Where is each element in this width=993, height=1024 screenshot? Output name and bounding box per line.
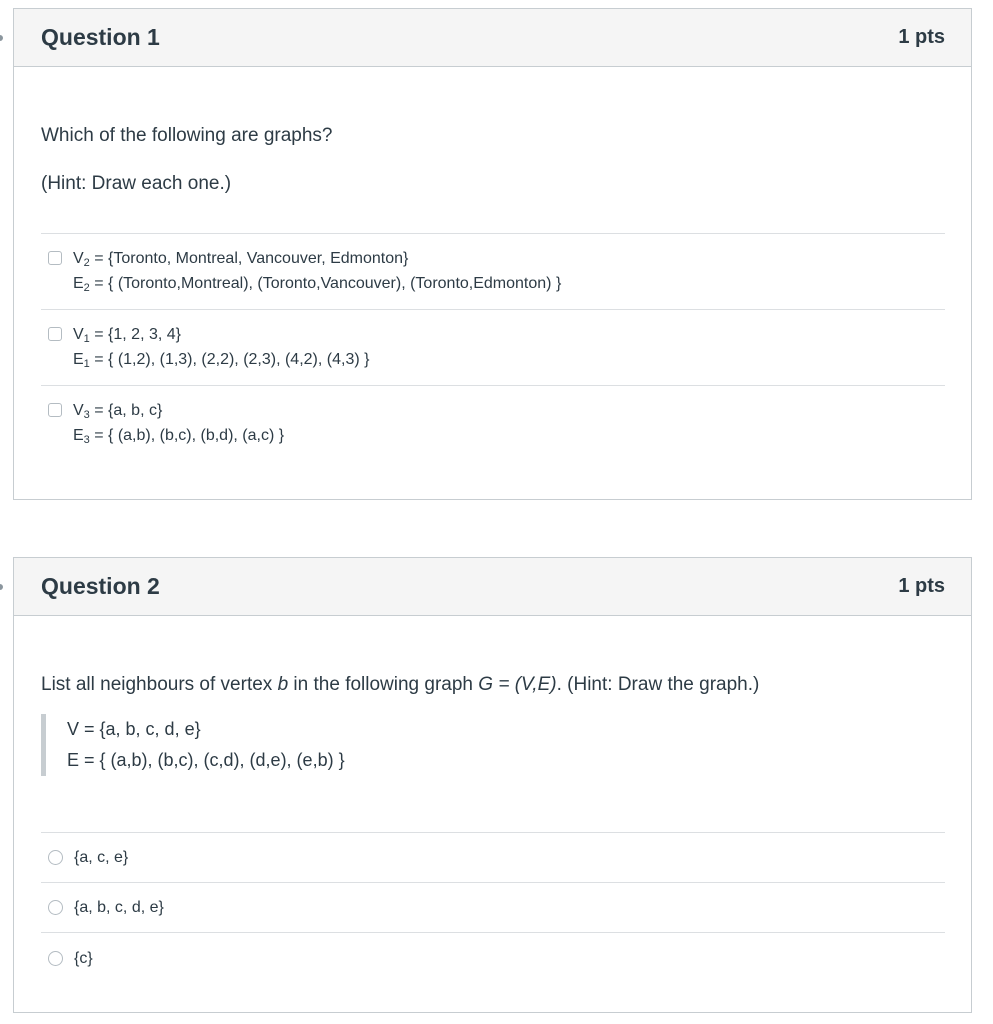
vertex-set: V = {a, b, c, d, e} [67,719,201,739]
answer-option[interactable] [41,310,945,386]
answer-label: {a, b, c, d, e} [74,899,164,916]
answer-label: $V_2$ = {Toronto, Montreal, Vancouver, Edmonton} $E_2$ = { (Toronto,Montreal), (Toronto,Vancouver), (Toronto,Edmonton) } [73,250,562,294]
answer-radio[interactable] [48,951,63,966]
answer-option[interactable] [41,883,945,933]
answer-label: $V_1 = \{1$, 2, 3, 4} $E_1$ = { (1,2), (1,3), (2,2), (2,3), (4,2), (4,3) } [73,326,370,370]
question-2-body [14,674,971,983]
answer-label: $V_3 = \{a$, b, c} $E_3$ = { (a,b), (b,c), (b,d), (a,c) } [73,402,285,446]
question-2-answers [41,832,945,983]
question-1-body [14,125,971,462]
answer-option[interactable] [41,933,945,983]
answer-checkbox[interactable] [48,327,62,341]
question-2-header [14,558,971,616]
question-1-marker [0,35,3,41]
question-1-prompt: Which of the following are graphs? [41,125,333,146]
answer-radio[interactable] [48,900,63,915]
answer-label: {a, c, e} [74,849,129,866]
question-2-card [13,557,972,1013]
question-1-hint: (Hint: Draw each one.) [41,173,232,194]
question-1-points: 1 pts [898,26,945,48]
question-1-answers [41,233,945,462]
answer-option[interactable] [41,833,945,883]
question-1-card [13,8,972,500]
graph-definition-blockquote [41,714,945,776]
question-1-title: Question 1 [41,24,160,50]
edge-set: E = { (a,b), (b,c), (c,d), (d,e), (e,b) } [67,750,345,770]
question-1-header [14,9,971,67]
question-2-marker [0,584,3,590]
answer-radio[interactable] [48,850,63,865]
question-2-points: 1 pts [898,575,945,597]
question-2-title: Question 2 [41,573,160,599]
question-2-prompt: List all neighbours of vertex b in the following graph G = (V,E). (Hint: Draw the graph.) [41,674,760,695]
answer-option[interactable] [41,386,945,462]
answer-option[interactable] [41,234,945,310]
answer-checkbox[interactable] [48,251,62,265]
answer-checkbox[interactable] [48,403,62,417]
answer-label: {c} [74,949,93,967]
